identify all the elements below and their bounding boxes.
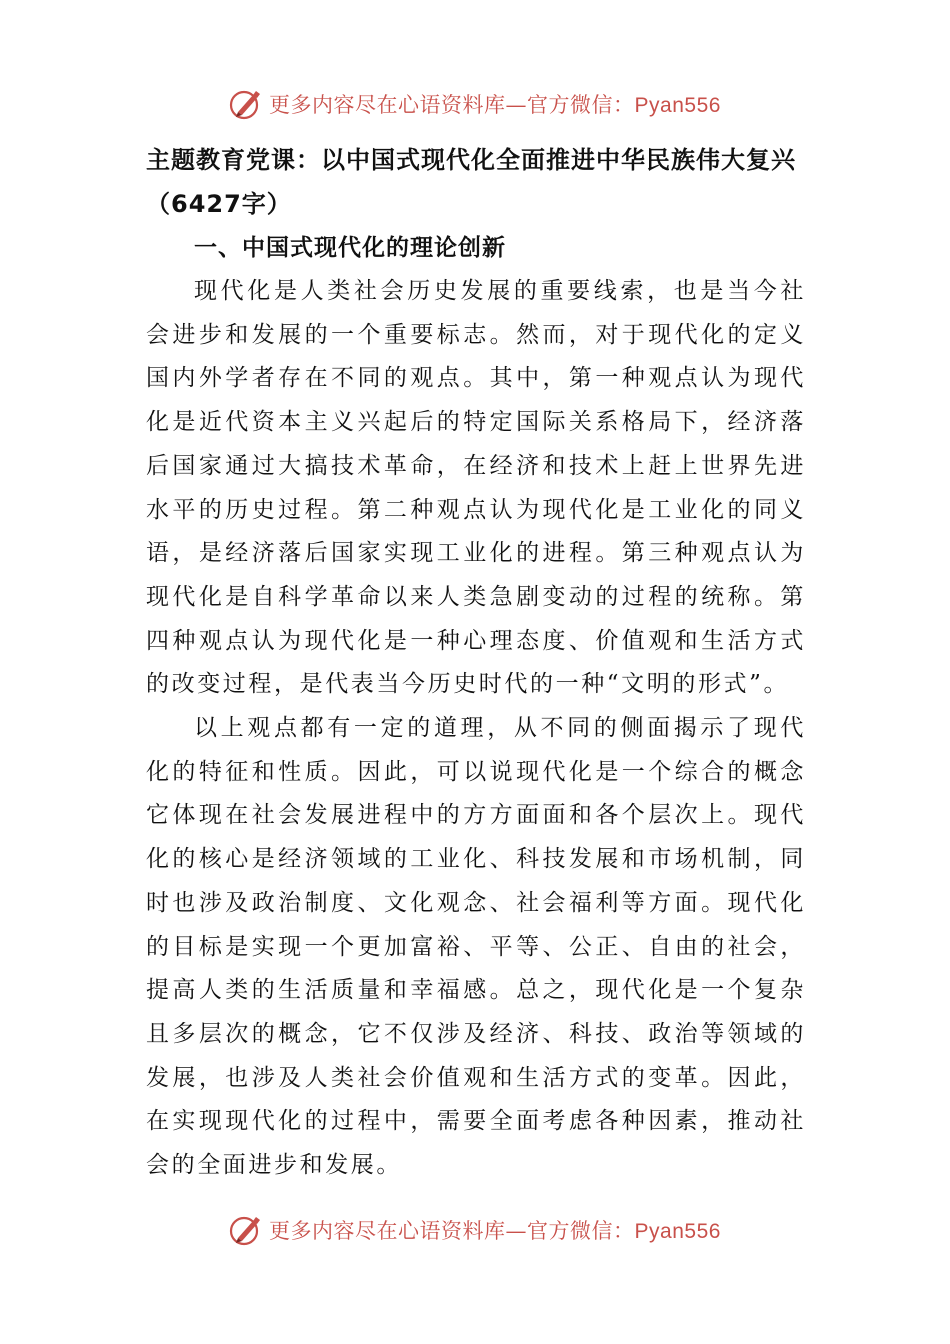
document-body [146,138,806,1188]
section-heading: 一、中国式现代化的理论创新 [194,235,506,261]
header-banner [0,84,950,124]
banner-label: 更多内容尽在心语资料库—官方微信： [269,93,635,117]
banner-wechat-id: Pyan556 [634,1220,721,1243]
footer-banner [0,1210,950,1250]
pen-logo-icon [229,87,263,121]
paragraph-1: 现代化是人类社会历史发展的重要线索，也是当今社会进步和发展的一个重要标志。然而，对于现代化的定义国内外学者存在不同的观点。其中，第一种观点认为现代化是近代资本主义兴起后的特定国际关系格局下，经济落后国家通过大搞技术革命，在经济和技术上赶上世界先进水平的历史过程。第二种观点认为现代化是工业化的同义语，是经济落后国家实现工业化的进程。第三种观点认为现代化是自科学革命以来人类急剧变动的过程的统称。第四种观点认为现代化是一种心理态度、价值观和生活方式的改变过程，是代表当今历史时代的一种“文明的形式”。 [146,278,806,698]
banner-wechat-id: Pyan556 [634,94,721,117]
banner-text [269,89,721,119]
banner-label: 更多内容尽在心语资料库—官方微信： [269,1219,635,1243]
paragraph-2: 以上观点都有一定的道理，从不同的侧面揭示了现代化的特征和性质。因此，可以说现代化是一个综合的概念它体现在社会发展进程中的方方面面和各个层次上。现代化的核心是经济领域的工业化、科技发展和市场机制，同时也涉及政治制度、文化观念、社会福利等方面。现代化的目标是实现一个更加富裕、平等、公正、自由的社会，提高人类的生活质量和幸福感。总之，现代化是一个复杂且多层次的概念，它不仅涉及经济、科技、政治等领域的发展，也涉及人类社会价值观和生活方式的变革。因此，在实现现代化的过程中，需要全面考虑各种因素，推动社会的全面进步和发展。 [146,715,806,1179]
banner-text [269,1215,721,1245]
document-title: 主题教育党课：以中国式现代化全面推进中华民族伟大复兴（6427字） [146,146,796,218]
pen-logo-icon [229,1213,263,1247]
